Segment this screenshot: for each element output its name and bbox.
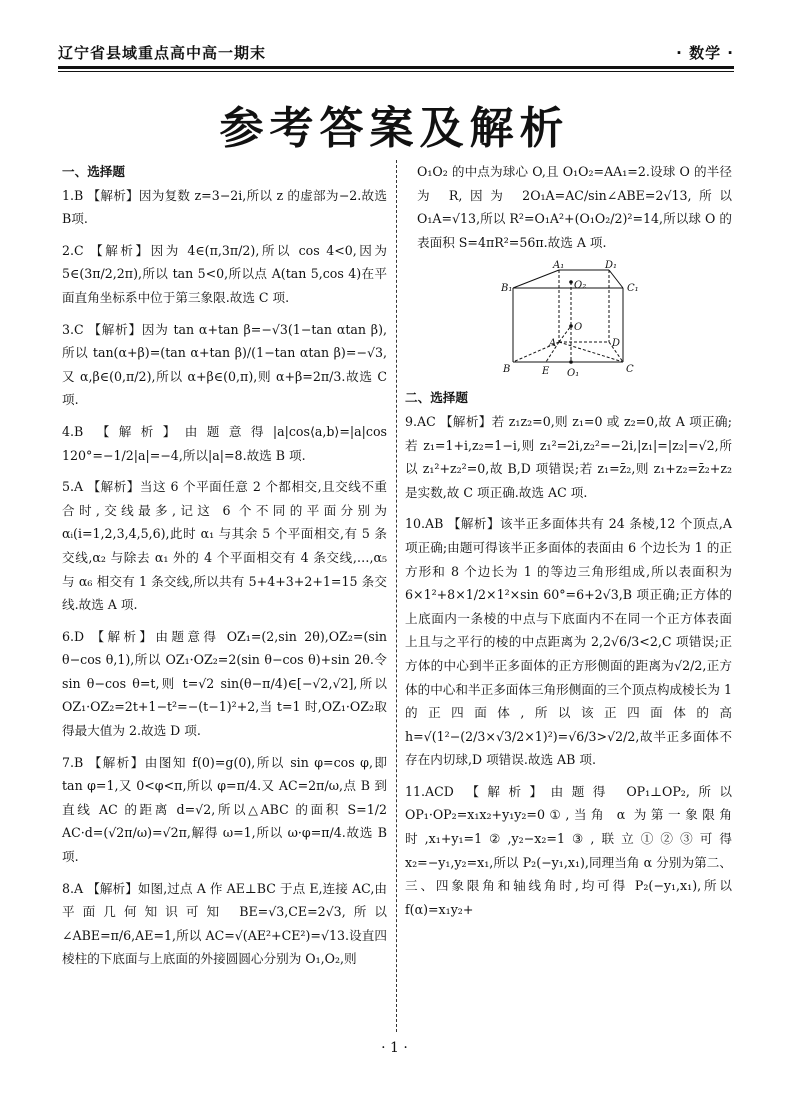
answer-item-8: 8.A 【解析】如图,过点 A 作 AE⊥BC 于点 E,连接 AC,由平面几何知识可知 BE=√3,CE=2√3,所以∠ABE=π/6,AE=1,所以 AC=√(AE²+CE²)=√13.设直四棱柱的下底面与上底面的外接圆圆心分别为 O₁,O₂,则: [62, 880, 387, 967]
label-A1: A₁: [553, 260, 565, 272]
document-title: 参考答案及解析: [219, 103, 570, 154]
header-exam-name: 辽宁省县域重点高中高一期末: [58, 44, 267, 62]
answer-item-6: 6.D 【解析】由题意得 OZ₁=(2,sin 2θ),OZ₂=(sin θ−cos θ,1),所以 OZ₁·OZ₂=2(sin θ−cos θ)+sin 2θ.令 sin θ−cos θ=t,则 t=√2 sin(θ−π/4)∈[−√2,√2],所以 OZ₁·OZ₂=2t+1−t²=−(t−1)²+2,当 t=1 时,OZ₁·OZ₂取得最大值为 2.故选 D 项.: [62, 628, 387, 739]
section-heading-choice: 一、选择题: [62, 164, 125, 179]
answer-item-5: 5.A 【解析】当这 6 个平面任意 2 个都相交,且交线不重合时,交线最多,记这 6 个不同的平面分别为 αᵢ(i=1,2,3,4,5,6),此时 α₁ 与其余 5 个平面相交,有 5 条交线,α₂ 与除去 α₁ 外的 4 个平面相交有 4 条交线,…,α₅ 与 α₆ 相交有 1 条交线,所以共有 5+4+3+2+1=15 条交线.故选 A 项.: [62, 479, 387, 613]
section-heading-multi: 二、选择题: [405, 390, 468, 406]
left-column: [62, 160, 387, 979]
label-D1: D₁: [605, 260, 618, 272]
answer-item-11: 11.ACD 【解析】由题得 OP₁⊥OP₂,所以 OP₁·OP₂=x₁x₂+y₁y₂=0①,当角 α 为第一象限角时,x₁+y₁=1②,y₂−x₂=1③,联立①②③可得 x₂=−y₁,y₂=x₁,所以 P₂(−y₁,x₁),同理当角 α 分别为第二、三、四象限角和轴线角时,均可得 P₂(−y₁,x₁),所以 f(α)=x₁y₂+: [405, 783, 732, 917]
answer-item-7: 7.B 【解析】由图知 f(0)=g(0),所以 sin φ=cos φ,即 tan φ=1,又 0<φ<π,所以 φ=π/4.又 AC=2π/ω,点 B 到直线 AC 的距离 d=√2,所以△ABC 的面积 S=1/2 AC·d=(√2π/ω)=√2π,解得 ω=1,所以 ω·φ=π/4.故选 B 项.: [62, 754, 387, 865]
answer-item-3: 3.C 【解析】因为 tan α+tan β=−√3(1−tan αtan β),所以 tan(α+β)=(tan α+tan β)/(1−tan αtan β)=−√3,又 α,β∈(0,π/2),所以 α+β∈(0,π),则 α+β=2π/3.故选 C 项.: [62, 321, 387, 408]
label-O: O: [574, 322, 583, 334]
header-subject: · 数学 ·: [676, 44, 734, 62]
prism-figure: [501, 260, 651, 380]
label-O1: O₁: [567, 368, 580, 380]
header-rule-thin: [58, 71, 734, 72]
label-D: D: [612, 338, 621, 350]
label-C1: C₁: [627, 283, 639, 295]
answer-item-4: 4.B 【解析】由题意得|a|cos⟨a,b⟩=|a|cos 120°=−1/2|a|=−4,所以|a|=8.故选 B 项.: [62, 423, 387, 463]
prism-diagram: [501, 260, 651, 380]
answer-item-9: 9.AC 【解析】若 z₁z₂=0,则 z₁=0 或 z₂=0,故 A 项正确;若 z₁=1+i,z₂=1−i,则 z₁²=2i,z₂²=−2i,|z₁|=|z₂|=√2,所以 z₁²+z₂²=0,故 B,D 项错误;若 z₁=z̄₂,则 z₁+z₂=z̄₂+z₂ 是实数,故 C 项正确.故选 AC 项.: [405, 413, 732, 500]
answer-item-8-continued: O₁O₂ 的中点为球心 O,且 O₁O₂=AA₁=2.设球 O 的半径为 R,因为 2O₁A=AC/sin∠ABE=2√13,所以 O₁A=√13,所以 R²=O₁A²+(O₁O₂/2)²=14,所以球 O 的表面积 S=4πR²=56π.故选 A 项.: [417, 164, 732, 250]
column-divider: [396, 160, 397, 1032]
right-column: [405, 160, 732, 929]
answer-item-2: 2.C 【解析】因为 4∈(π,3π/2),所以 cos 4<0,因为 5∈(3π/2,2π),所以 tan 5<0,所以点 A(tan 5,cos 4)在平面直角坐标系中位于第三象限.故选 C 项.: [62, 242, 387, 305]
answer-item-10: 10.AB 【解析】该半正多面体共有 24 条棱,12 个顶点,A 项正确;由题可得该半正多面体的表面由 6 个边长为 1 的正方形和 8 个边长为 1 的等边三角形组成,所以表面积为 6×1²+8×1/2×1²×sin 60°=6+2√3,B 项正确;正方体的上底面内一条棱的中点与下底面内不在同一个正方体表面上且与之平行的棱的中点距离为 2,2√6/3<2,C 项错误;正方体的中心到半正多面体的正方形侧面的距离为√2/2,正方体的中心和半正多面体三角形侧面的三个顶点构成棱长为 1 的正四面体,所以该正四面体的高 h=√(1²−(2/3×√3/2×1)²)=√6/3>√2/2,故半正多面体不存在内切球,D 项错误.故选 AB 项.: [405, 516, 732, 768]
label-B: B: [503, 364, 511, 376]
label-B1: B₁: [501, 283, 513, 295]
label-A: A: [549, 338, 557, 350]
label-O2: O₂: [574, 280, 587, 292]
header-rule-thick: [58, 66, 734, 69]
answer-item-1: 1.B 【解析】因为复数 z=3−2i,所以 z 的虚部为−2.故选B项.: [62, 187, 387, 227]
page-header: [58, 42, 734, 64]
label-C: C: [626, 364, 634, 376]
label-E: E: [542, 366, 550, 378]
page-number: · 1 ·: [381, 1040, 408, 1056]
